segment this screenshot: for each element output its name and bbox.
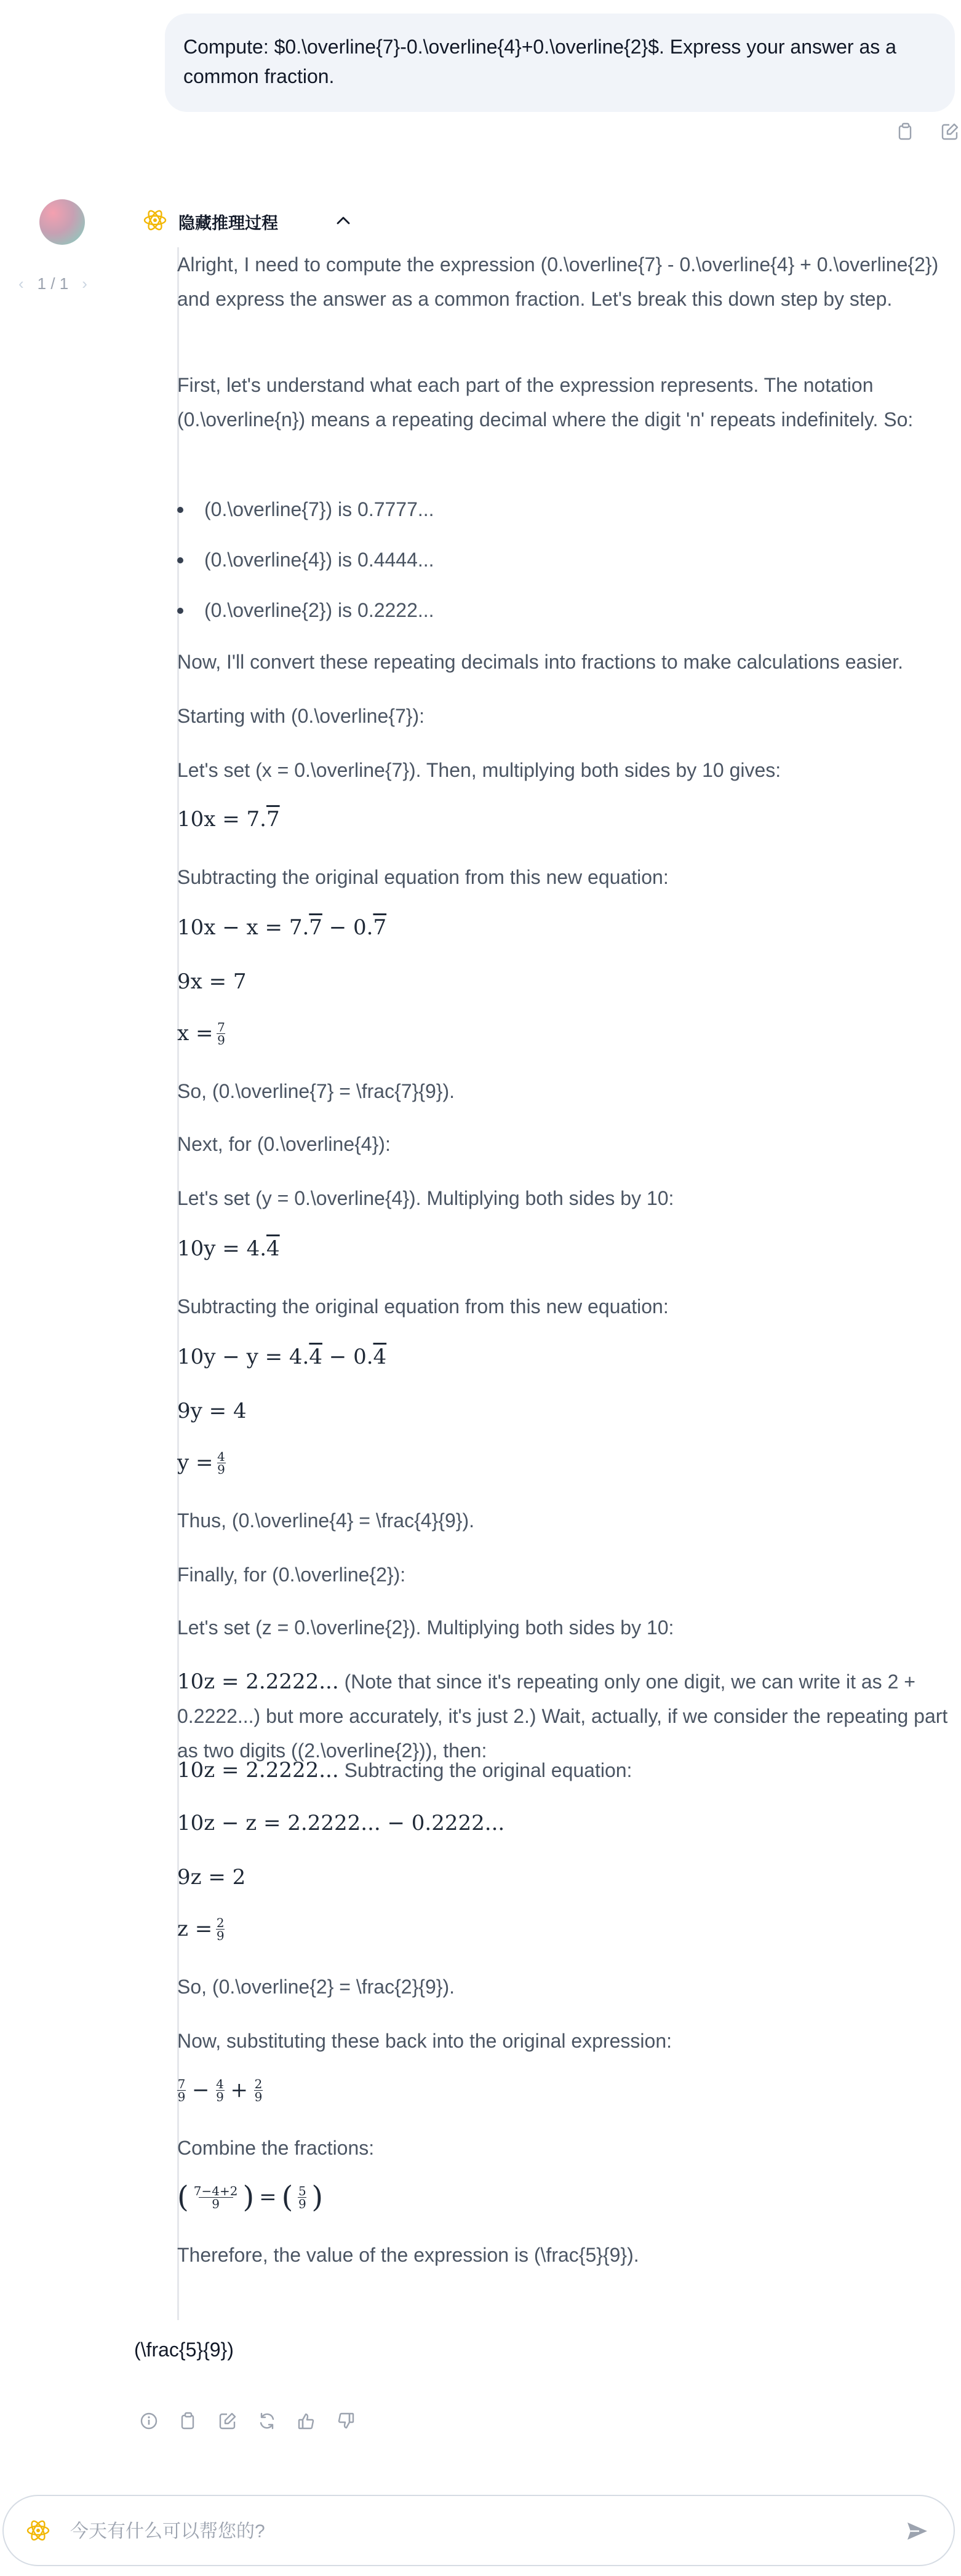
atom-logo-icon: [26, 2518, 50, 2546]
reasoning-paragraph: Thus, (0.\overline{4} = \frac{4}{9}).: [177, 1509, 474, 1532]
reasoning-paragraph: Finally, for (0.\overline{2}):: [177, 1564, 406, 1586]
math-equation: 10x = 7.7: [177, 807, 280, 832]
reasoning-paragraph: Let's set (y = 0.\overline{4}). Multiplying both sides by 10:: [177, 1187, 674, 1209]
reasoning-paragraph: Let's set (x = 0.\overline{7}). Then, multiplying both sides by 10 gives:: [177, 759, 781, 781]
user-message-bubble: [165, 14, 955, 112]
reasoning-title: 隐藏推理过程: [178, 214, 278, 233]
math-equation: 10x − x = 7.7 − 0.7: [177, 915, 387, 940]
reasoning-paragraph: Now, substituting these back into the original expression:: [177, 2030, 672, 2052]
reasoning-paragraph: So, (0.\overline{2} = \frac{2}{9}).: [177, 1976, 455, 1998]
response-actions: [138, 2410, 357, 2432]
list-item: (0.\overline{4}) is 0.4444...: [204, 549, 434, 571]
list-item: (0.\overline{7}) is 0.7777...: [204, 498, 434, 520]
reasoning-paragraph: Let's set (z = 0.\overline{2}). Multiplying both sides by 10:: [177, 1616, 674, 1639]
math-equation: y = 4 9: [177, 1449, 225, 1477]
reasoning-paragraph: Starting with (0.\overline{7}):: [177, 705, 425, 727]
reasoning-paragraph: First, let's understand what each part of the expression represents. The notation (0.\overline{n}) means a repeating decimal where the digit 'n' repeats indefinitely. So:: [177, 374, 914, 431]
edit-icon[interactable]: [939, 121, 961, 143]
math-equation: 10y − y = 4.4 − 0.4: [177, 1345, 387, 1369]
reasoning-paragraph: Subtracting the original equation from this new equation:: [177, 866, 669, 888]
reasoning-paragraph: 10z = 2.2222... Subtracting the original equation:: [177, 1758, 632, 1783]
math-equation: 10z − z = 2.2222... − 0.2222...: [177, 1811, 505, 1835]
chat-input[interactable]: [70, 2518, 870, 2545]
pager-label: 1 / 1: [37, 274, 69, 293]
reasoning-paragraph: Next, for (0.\overline{4}):: [177, 1133, 391, 1155]
chevron-left-icon[interactable]: ‹: [18, 274, 24, 293]
chevron-up-icon[interactable]: [336, 215, 351, 228]
bullet-dot: [177, 557, 183, 563]
reasoning-paragraph: Alright, I need to compute the expression (0.\overline{7} - 0.\overline{4} + 0.\overline{2}) and express the answer as a common fraction. Let's break this down step by step.: [177, 253, 939, 310]
thumbs-down-icon[interactable]: [335, 2410, 357, 2432]
assistant-avatar: [39, 199, 85, 245]
copy-icon[interactable]: [177, 2410, 199, 2432]
bullet-dot: [177, 608, 183, 614]
chevron-right-icon[interactable]: ›: [82, 274, 87, 293]
math-equation: 9y = 4: [177, 1399, 247, 1423]
user-message-text: Compute: $0.\overline{7}-0.\overline{4}+0.\overline{2}$. Express your answer as a common fraction.: [183, 36, 896, 87]
reasoning-paragraph: Combine the fractions:: [177, 2137, 375, 2159]
reasoning-paragraph: Now, I'll convert these repeating decimals into fractions to make calculations easier.: [177, 651, 904, 673]
list-item: (0.\overline{2}) is 0.2222...: [204, 599, 434, 621]
math-equation: 7 9 − 4 9 + 2 9: [177, 2076, 263, 2104]
reasoning-toggle[interactable]: [143, 208, 351, 236]
math-equation: z = 2 9: [177, 1915, 225, 1943]
atom-logo-icon: [143, 208, 167, 236]
send-icon[interactable]: [906, 2519, 929, 2546]
response-pager: [18, 274, 87, 293]
reasoning-paragraph: So, (0.\overline{7} = \frac{7}{9}).: [177, 1080, 455, 1102]
reasoning-paragraph: 10z = 2.2222... (Note that since it's repeating only one digit, we can write it as 2 + 0.2222...) but more accurately, it's just 2.) Wait, actually, if we consider the repeating part as two digits ((2.\overline{2})), then:: [177, 1669, 948, 1762]
user-message-actions: [895, 121, 961, 143]
copy-icon[interactable]: [895, 121, 917, 143]
chat-input-bar: [2, 2495, 955, 2566]
math-equation: 9x = 7: [177, 969, 247, 994]
reasoning-paragraph: Subtracting the original equation from this new equation:: [177, 1295, 669, 1318]
final-answer: (\frac{5}{9}): [134, 2339, 234, 2361]
reasoning-paragraph: Therefore, the value of the expression is (\frac{5}{9}).: [177, 2244, 639, 2266]
math-equation: x = 7 9: [177, 1019, 225, 1047]
regenerate-icon[interactable]: [256, 2410, 278, 2432]
bullet-dot: [177, 507, 183, 513]
math-equation: 10y = 4.4: [177, 1236, 280, 1261]
edit-icon[interactable]: [217, 2410, 239, 2432]
thumbs-up-icon[interactable]: [295, 2410, 317, 2432]
info-icon[interactable]: [138, 2410, 160, 2432]
math-equation: 9z = 2: [177, 1865, 246, 1890]
math-equation: ( 7−4+2 9 ) = ( 5 9 ): [177, 2180, 324, 2214]
